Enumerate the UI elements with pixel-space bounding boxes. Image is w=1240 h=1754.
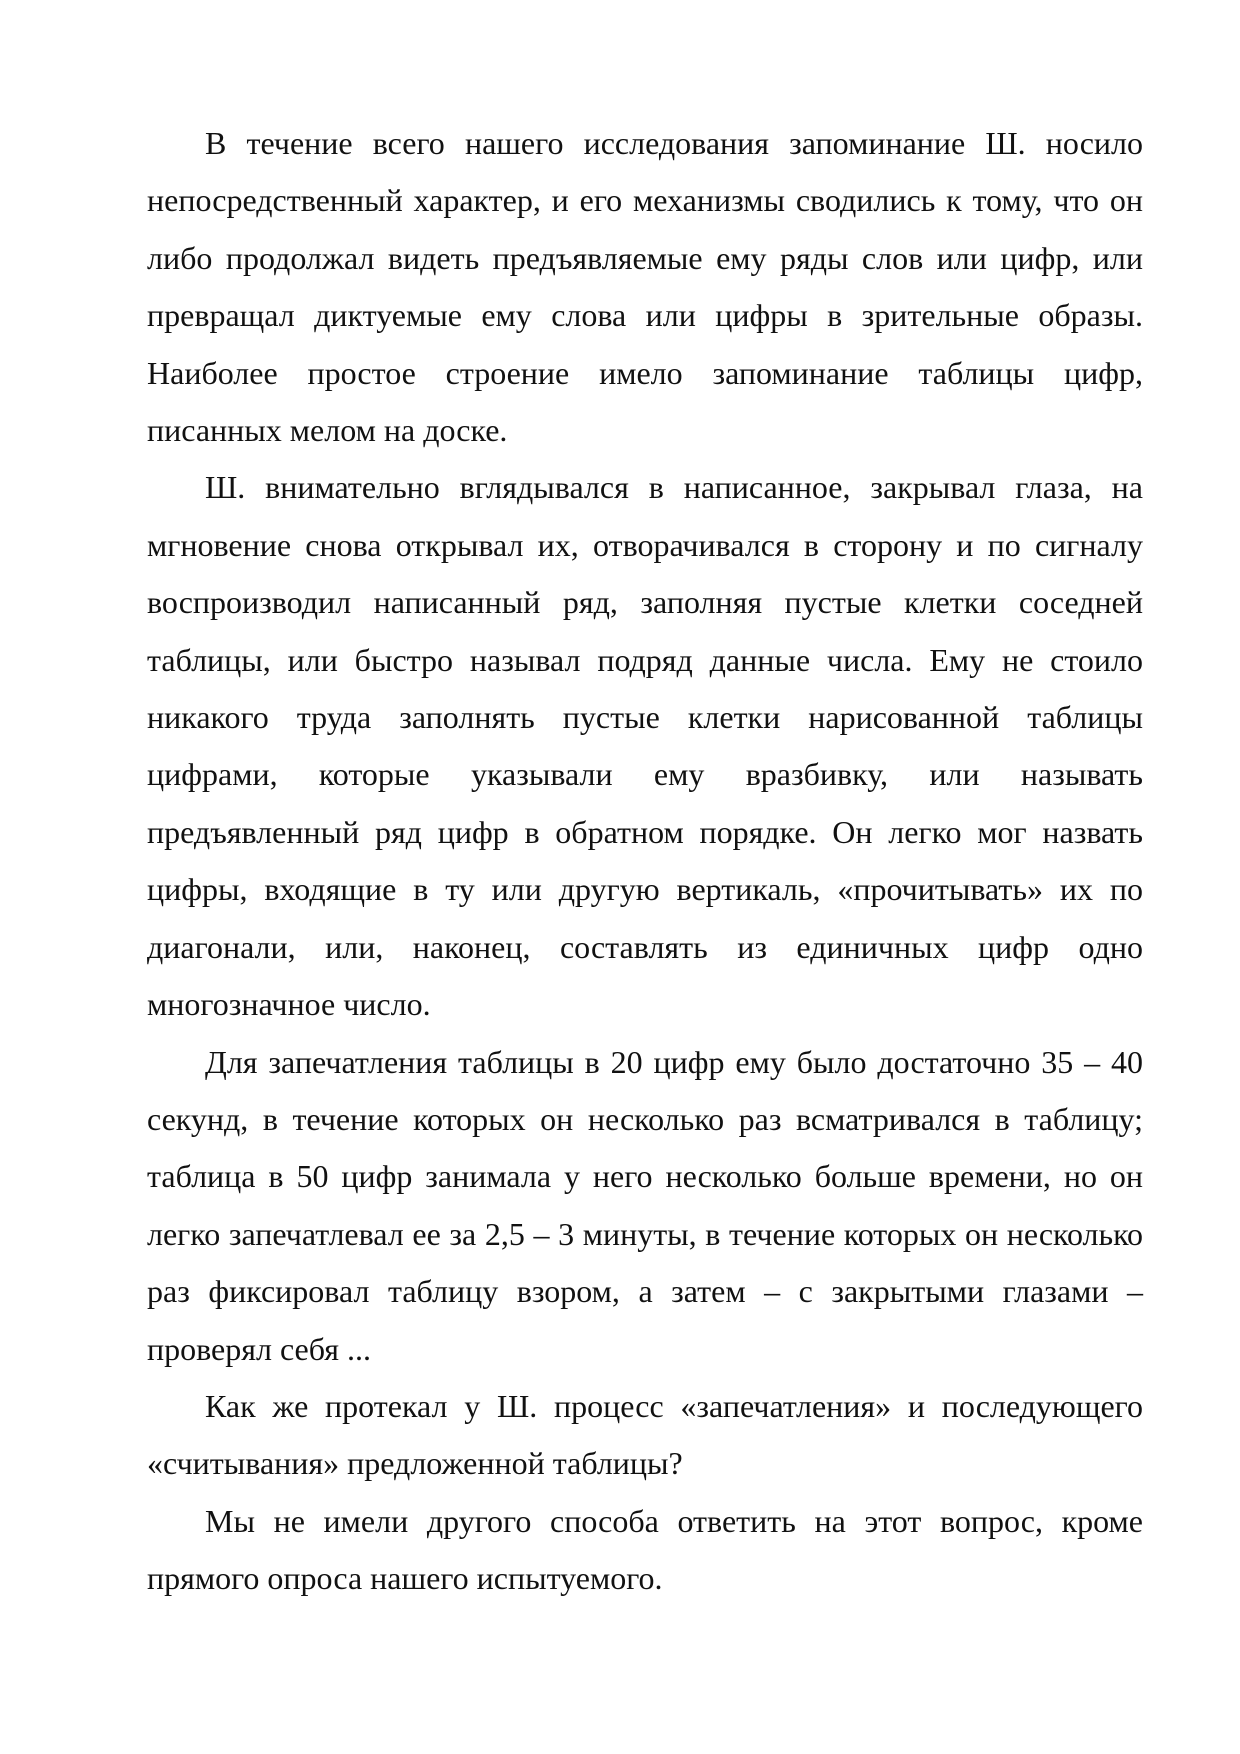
paragraph: Мы не имели другого способа ответить на этот вопрос, кроме прямого опроса нашего испытуемого. (147, 1502, 1143, 1597)
paragraph: Ш. внимательно вглядывался в написанное, закрывал глаза, на мгновение снова открывал их, отворачивался в сторону и по сигналу воспроизводил написанный ряд, заполняя пустые клетки соседней таблицы, или быстро называл подряд данные числа. Ему не стоило никакого труда заполнять пустые клетки нарисованной таблицы цифрами, которые указывали ему вразбивку, или называть предъявленный ряд цифр в обратном порядке. Он легко мог назвать цифры, входящие в ту или другую вертикаль, «прочитывать» их по диагонали, или, наконец, составлять из единичных цифр одно многозначное число. (147, 469, 1143, 1023)
paragraph: Как же протекал у Ш. процесс «запечатления» и последующего «считывания» предложенной таблицы? (147, 1387, 1143, 1482)
body-text (147, 115, 1143, 1608)
paragraph: Для запечатления таблицы в 20 цифр ему было достаточно 35 – 40 секунд, в течение которых он несколько раз всматривался в таблицу; таблица в 50 цифр занимала у него несколько больше времени, но он легко запечатлевал ее за 2,5 – 3 минуты, в течение которых он несколько раз фиксировал таблицу взором, а затем – с закрытыми глазами – проверял себя ... (147, 1043, 1143, 1367)
paragraph: В течение всего нашего исследования запоминание Ш. носило непосредственный характер, и его механизмы сводились к тому, что он либо продолжал видеть предъявляемые ему ряды слов или цифр, или превращал диктуемые ему слова или цифры в зрительные образы. Наиболее простое строение имело запоминание таблицы цифр, писанных мелом на доске. (147, 125, 1143, 449)
